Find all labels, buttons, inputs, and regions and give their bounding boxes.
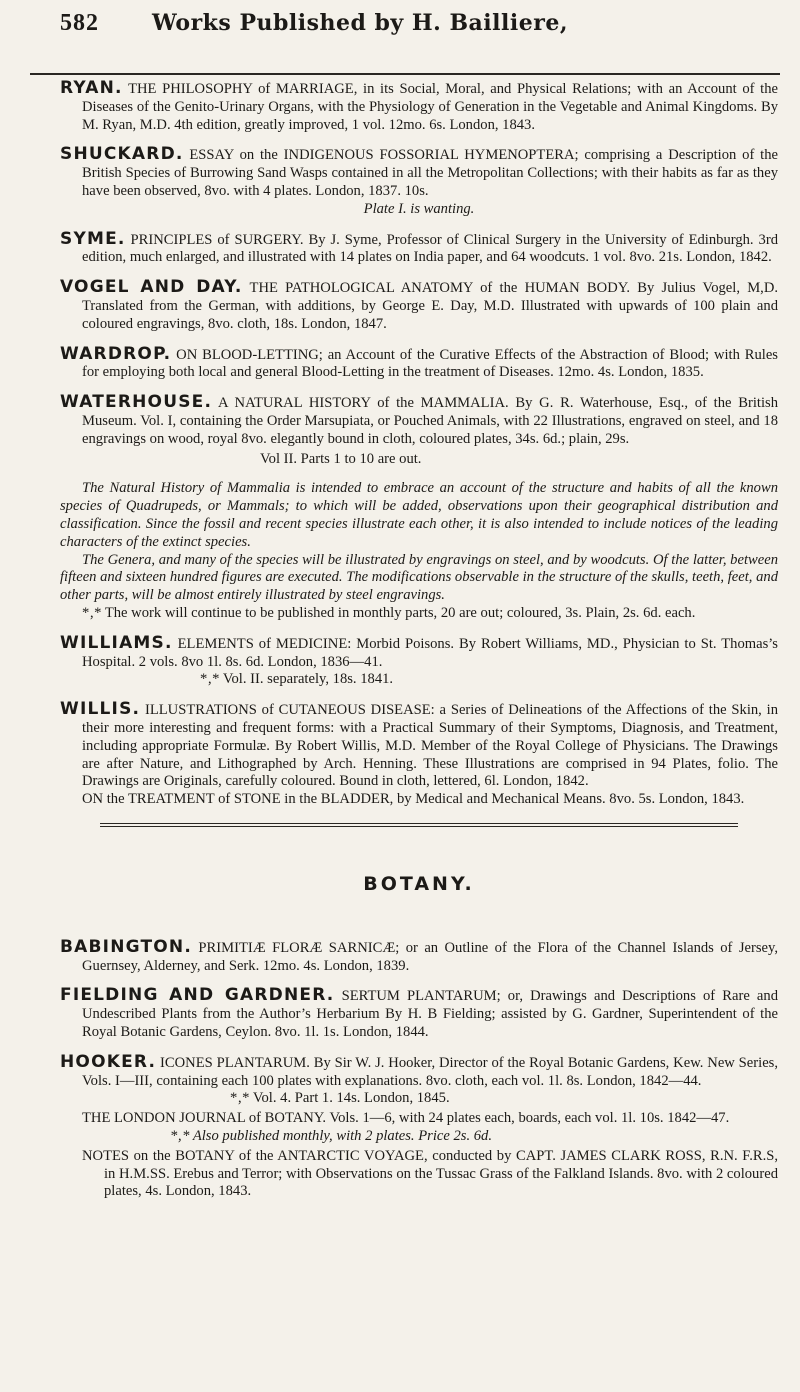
catalog-entry <box>60 228 778 268</box>
entry-sub <box>60 791 778 809</box>
entry-text: ILLUSTRATIONS of CUTANEOUS DISEASE: a Series of Delineations of the Affections of the Skin, in their more interesting and frequent forms: with a Practical Summary of their Symptoms, Diagnosis, and Treatment, including appropriate Formulæ. By Robert Willis, M.D. Member of the Royal College of Physicians. The Drawings are after Nature, and Lithographed by Arch. Henning. These Illustrations are comprised in 94 Plates, folio. The Drawings are Originals, carefully coloured. Bound in cloth, lettered, 6l. London, 1842. <box>82 702 778 790</box>
entry-author: SHUCKARD. <box>60 144 184 165</box>
entry-text: A NATURAL HISTORY of the MAMMALIA. By G. R. Waterhouse, Esq., of the British Museum. Vol. I, containing the Order Marsupiata, or Pouched Animals, with 22 Illustrations, engraved on steel, and 18 engravings on wood, royal 8vo. elegantly bound in cloth, coloured plates, 34s. 6d.; plain, 29s. <box>82 395 778 447</box>
entry-text: ESSAY on the INDIGENOUS FOSSORIAL HYMENOPTERA; comprising a Description of the British Species of Burrowing Sand Wasps contained in all the Metropolitan Collections; with their habits as far as they have been observed, 8vo. with 4 plates. London, 1837. 10s. <box>82 147 778 199</box>
entry-sub: *‚* Vol. 4. Part 1. 14s. London, 1845. <box>230 1090 450 1107</box>
catalog-entry <box>60 987 778 1041</box>
entry-text: THE PHILOSOPHY of MARRIAGE, in its Social, Moral, and Physical Relations; with an Account of the Diseases of the Genito-Urinary Organs, with the Physiology of Generation in the Vegetable and Animal Kingdoms. By M. Ryan, M.D. 4th edition, greatly improved, 1 vol. 12mo. 6s. London, 1843. <box>82 81 778 133</box>
entry-author: RYAN. <box>60 78 123 98</box>
entry-paragraph: The Genera, and many of the species will be illustrated by engravings on steel, and by woodcuts. Of the latter, between fifteen and sixteen hundred figures are executed. The modifications observable in the structure of the skulls, teeth, feet, and other parts, will be almost entirely illustrated by steel engravings. <box>60 551 778 604</box>
entry-sub: *‚* Vol. II. separately, 18s. 1841. <box>200 671 394 688</box>
catalog-entry <box>60 701 778 791</box>
entry-author: WATERHOUSE. <box>60 392 213 413</box>
entry-text: ICONES PLANTARUM. By Sir W. J. Hooker, Director of the Royal Botanic Gardens, Kew. New Series, Vols. I—III, containing each 100 plates with explanations. 8vo. cloth, each vol. 1l. 8s. London, 1842—44. <box>82 1054 778 1089</box>
entry-note: Plate I. is wanting. <box>363 200 475 217</box>
entry-author: WARDROP. <box>60 343 172 364</box>
catalog-entry <box>60 146 778 200</box>
catalog-entry <box>60 343 778 383</box>
entry-author: WILLIS. <box>60 699 141 720</box>
page-number: 582 <box>60 10 99 36</box>
entry-paragraph: The Natural History of Mammalia is intended to embrace an account of the structure and habits of all the known species of Quadrupeds, or Mammals; to which will be added, observations upon their geographical distribution and classification. Since the fossil and recent species illustrate each other, it is also intended to include notices of the leading characters of the extinct species. <box>60 480 778 550</box>
section-title: BOTANY. <box>363 872 475 895</box>
entry-author: VOGEL AND DAY. <box>60 277 243 298</box>
entry-sub: THE LONDON JOURNAL of BOTANY. Vols. 1—6, with 24 plates each, boards, each vol. 1l. 10s. 1842—47. <box>82 1110 730 1127</box>
section-divider <box>100 823 738 827</box>
entry-author: WILLIAMS. <box>60 632 173 653</box>
entry-sub: NOTES on the BOTANY of the ANTARCTIC VOYAGE, conducted by CAPT. JAMES CLARK ROSS, R.N. F.R.S, in H.M.SS. Erebus and Terror; with Observations on the Tussac Grass of the Falkland Islands. 8vo. with 2 coloured plates, 4s. London, 1843. <box>82 1147 778 1200</box>
entry-author: FIELDING AND GARDNER. <box>60 985 335 1006</box>
entry-text: SERTUM PLANTARUM; or, Drawings and Descriptions of Rare and Undescribed Plants from the Author’s Herbarium By H. B Fielding; assisted by G. Gardner, Superintendent of the Royal Botanic Gardens, Ceylon. 8vo. 1l. 1s. London, 1844. <box>82 988 778 1041</box>
entry-text: PRINCIPLES of SURGERY. By J. Syme, Professor of Clinical Surgery in the University of Edinburgh. 3rd edition, much enlarged, and illustrated with 14 plates on India paper, and 64 woodcuts. 1 vol. 8vo. 21s. London, 1842. <box>82 231 778 266</box>
entry-text: ON the TREATMENT of STONE in the BLADDER, by Medical and Mechanical Means. 8vo. 5s. London, 1843. <box>82 791 745 808</box>
catalog-entry <box>60 394 778 448</box>
page-body <box>60 80 778 1201</box>
page-header <box>60 0 768 44</box>
entry-sub: *‚* Also published monthly, with 2 plates. Price 2s. 6d. <box>170 1128 492 1145</box>
entry-text: ELEMENTS of MEDICINE: Morbid Poisons. By Robert Williams, MD., Physician to St. Thomas’s Hospital. 2 vols. 8vo 1l. 8s. 6d. London, 1836—41. <box>82 635 778 670</box>
header-rule <box>30 73 780 75</box>
entry-sub: Vol II. Parts 1 to 10 are out. <box>260 450 422 467</box>
entry-text: THE PATHOLOGICAL ANATOMY of the HUMAN BODY. By Julius Vogel, M,D. Translated from the German, with additions, by George E. Day, M.D. Illustrated with upwards of 100 plain and coloured engravings, 8vo. cloth, 18s. London, 1847. <box>82 280 779 332</box>
entry-footnote: *‚* The work will continue to be published in monthly parts, 20 are out; coloured, 3s. Plain, 2s. 6d. each. <box>82 604 696 621</box>
entry-author: HOOKER. <box>60 1051 157 1072</box>
catalog-entry <box>60 936 778 976</box>
running-head: Works Published by H. Bailliere, <box>152 10 568 36</box>
catalog-entry <box>60 80 778 134</box>
entry-text: ON BLOOD-LETTING; an Account of the Curative Effects of the Abstraction of Blood; with Rules for employing both local and general Blood-Letting in the treatment of Diseases. 12mo. 4s. London, 1835. <box>82 346 778 381</box>
entry-text: PRIMITIÆ FLORÆ SARNICÆ; or an Outline of the Flora of the Channel Islands of Jersey, Guernsey, Alderney, and Serk. 12mo. 4s. London, 1839. <box>82 939 778 974</box>
catalog-entry <box>60 632 778 672</box>
catalog-entry <box>60 279 778 333</box>
entry-author: BABINGTON. <box>60 936 193 957</box>
entry-author: SYME. <box>60 228 126 249</box>
catalog-entry <box>60 1051 778 1091</box>
